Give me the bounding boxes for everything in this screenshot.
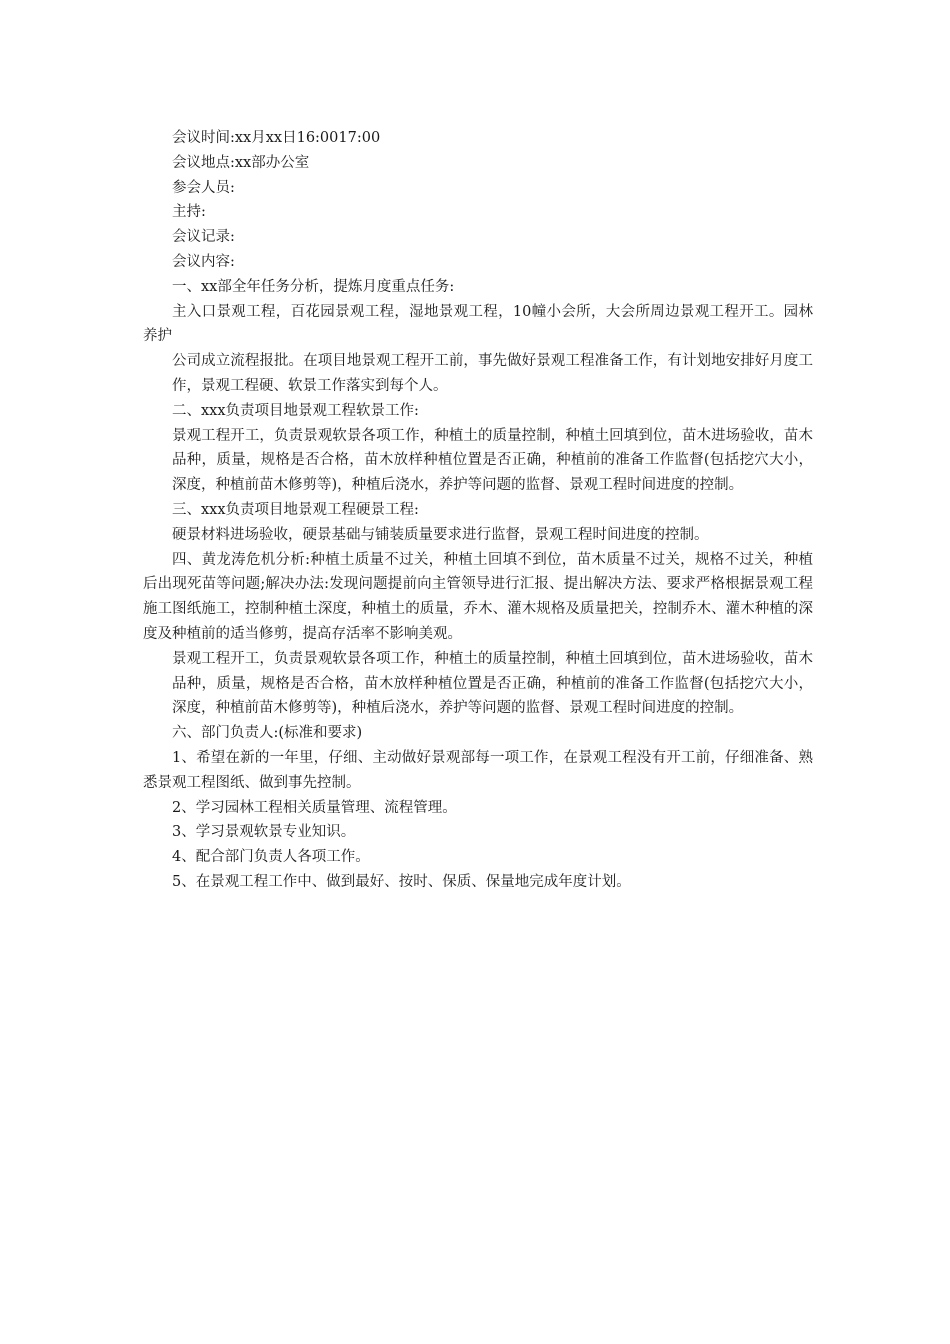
section-2-heading: 二、xxx负责项目地景观工程软景工作: bbox=[172, 402, 419, 419]
requirement-item-4: 4、配合部门负责人各项工作。 bbox=[172, 849, 370, 866]
section-4-paragraph: 四、黄龙涛危机分析:种植土质量不过关，种植土回填不到位，苗木质量不过关，规格不过关，种植后出现死苗等问题;解决办法:发现问题提前向主管领导进行汇报、提出解决方法、要求严格根据景观工程施工图纸施工，控制种植土深度，种植土的质量，乔木、灌木规格及质量把关，控制乔木、灌木种植的深度及种植前的适当修剪，提高存活率不影响美观。 bbox=[143, 551, 813, 642]
section-2-paragraph: 景观工程开工，负责景观软景各项工作，种植土的质量控制，种植土回填到位，苗木进场验收，苗木品种，质量，规格是否合格，苗木放样种植位置是否正确，种植前的准备工作监督(包括挖穴大小，深度，种植前苗木修剪等)，种植后浇水，养护等问题的监督、景观工程时间进度的控制。 bbox=[172, 427, 813, 494]
section-4-paragraph-repeat: 景观工程开工，负责景观软景各项工作，种植土的质量控制，种植土回填到位，苗木进场验收，苗木品种，质量，规格是否合格，苗木放样种植位置是否正确，种植前的准备工作监督(包括挖穴大小，深度，种植前苗木修剪等)，种植后浇水，养护等问题的监督、景观工程时间进度的控制。 bbox=[172, 650, 813, 717]
requirement-item-2: 2、学习园林工程相关质量管理、流程管理。 bbox=[172, 799, 457, 816]
section-1-paragraph: 主入口景观工程，百花园景观工程，湿地景观工程，10幢小会所，大会所周边景观工程开工。园林养护 bbox=[143, 303, 813, 345]
requirement-item-5: 5、在景观工程工作中、做到最好、按时、保质、保量地完成年度计划。 bbox=[172, 873, 631, 890]
requirement-item-1: 1、希望在新的一年里，仔细、主动做好景观部每一项工作，在景观工程没有开工前，仔细准备、熟悉景观工程图纸、做到事先控制。 bbox=[143, 749, 813, 791]
meeting-host: 主持: bbox=[172, 204, 206, 221]
section-1-paragraph-continued: 公司成立流程报批。在项目地景观工程开工前，事先做好景观工程准备工作，有计划地安排好月度工作，景观工程硬、软景工作落实到每个人。 bbox=[172, 353, 813, 394]
section-6-heading: 六、部门负责人:(标准和要求) bbox=[172, 725, 363, 742]
section-1-heading: 一、xx部全年任务分析，提炼月度重点任务: bbox=[172, 278, 455, 295]
meeting-time: 会议时间:xx月xx日16:0017:00 bbox=[172, 130, 381, 146]
section-3-paragraph: 硬景材料进场验收，硬景基础与铺装质量要求进行监督，景观工程时间进度的控制。 bbox=[172, 526, 709, 543]
meeting-location: 会议地点:xx部办公室 bbox=[172, 154, 310, 171]
meeting-attendees: 参会人员: bbox=[172, 179, 235, 196]
requirement-item-3: 3、学习景观软景专业知识。 bbox=[172, 824, 356, 841]
meeting-content-heading: 会议内容: bbox=[172, 253, 235, 270]
section-3-heading: 三、xxx负责项目地景观工程硬景工程: bbox=[172, 501, 419, 518]
document-body bbox=[143, 126, 813, 895]
meeting-recorder: 会议记录: bbox=[172, 229, 235, 246]
